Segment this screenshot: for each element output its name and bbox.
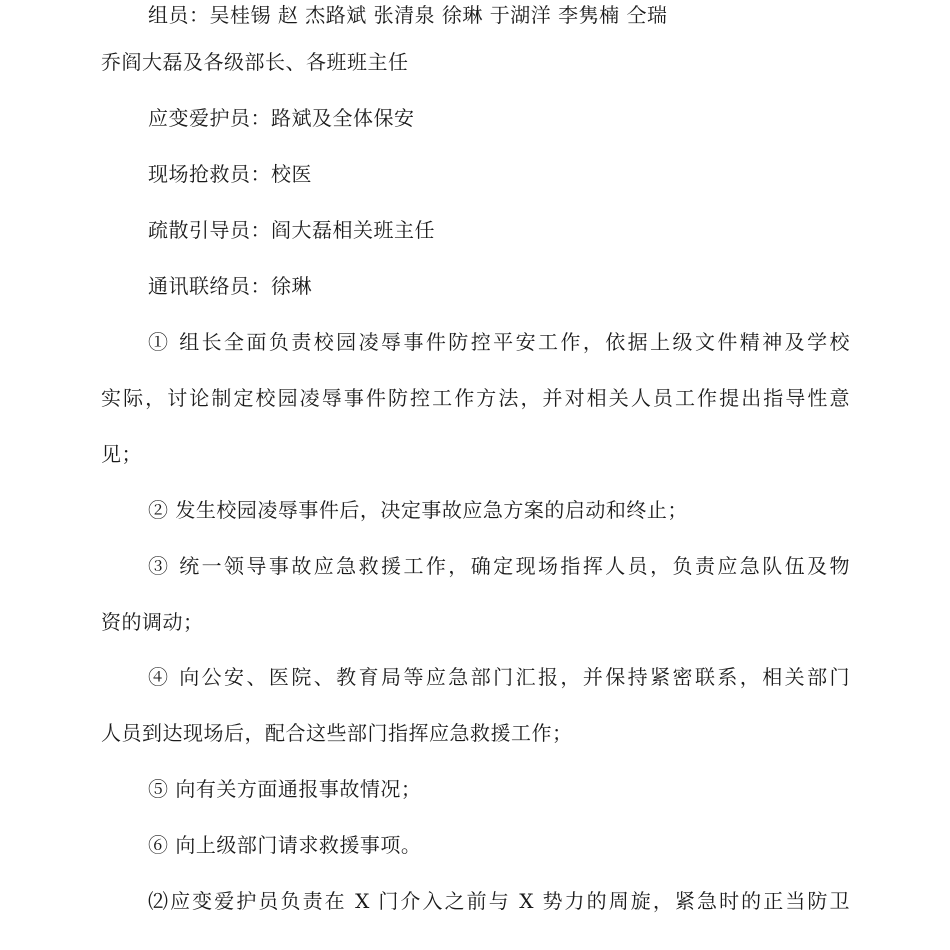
text-line: 人员到达现场后，配合这些部门指挥应急救援工作； — [101, 721, 573, 745]
text-line: 通讯联络员：徐琳 — [148, 274, 312, 298]
text-line: 资的调动； — [101, 610, 204, 634]
text-line: ⑤ 向有关方面通报事故情况； — [148, 777, 422, 801]
text-line: ⑵应变爱护员负责在 X 门介入之前与 X 势力的周旋，紧急时的正当防卫 — [148, 889, 850, 913]
text-line: ④ 向公安、医院、教育局等应急部门汇报，并保持紧密联系，相关部门 — [148, 665, 850, 689]
text-line: ② 发生校园凌辱事件后，决定事故应急方案的启动和终止； — [148, 498, 688, 522]
text-line: 组员：吴桂锡 赵 杰路斌 张清泉 徐琳 于湖洋 李隽楠 仝瑞 — [148, 3, 668, 27]
text-line: ③ 统一领导事故应急救援工作，确定现场指挥人员，负责应急队伍及物 — [148, 554, 850, 578]
text-line: 应变爱护员：路斌及全体保安 — [148, 106, 415, 130]
text-line: ① 组长全面负责校园凌辱事件防控平安工作，依据上级文件精神及学校 — [148, 330, 850, 354]
text-line: ⑥ 向上级部门请求救援事项。 — [148, 833, 422, 857]
text-line: 乔阎大磊及各级部长、各班班主任 — [101, 50, 409, 74]
text-line: 现场抢救员：校医 — [148, 162, 312, 186]
text-line: 疏散引导员：阎大磊相关班主任 — [148, 218, 435, 242]
text-line: 实际，讨论制定校园凌辱事件防控工作方法，并对相关人员工作提出指导性意 — [101, 386, 850, 410]
text-line: 见； — [101, 442, 142, 466]
